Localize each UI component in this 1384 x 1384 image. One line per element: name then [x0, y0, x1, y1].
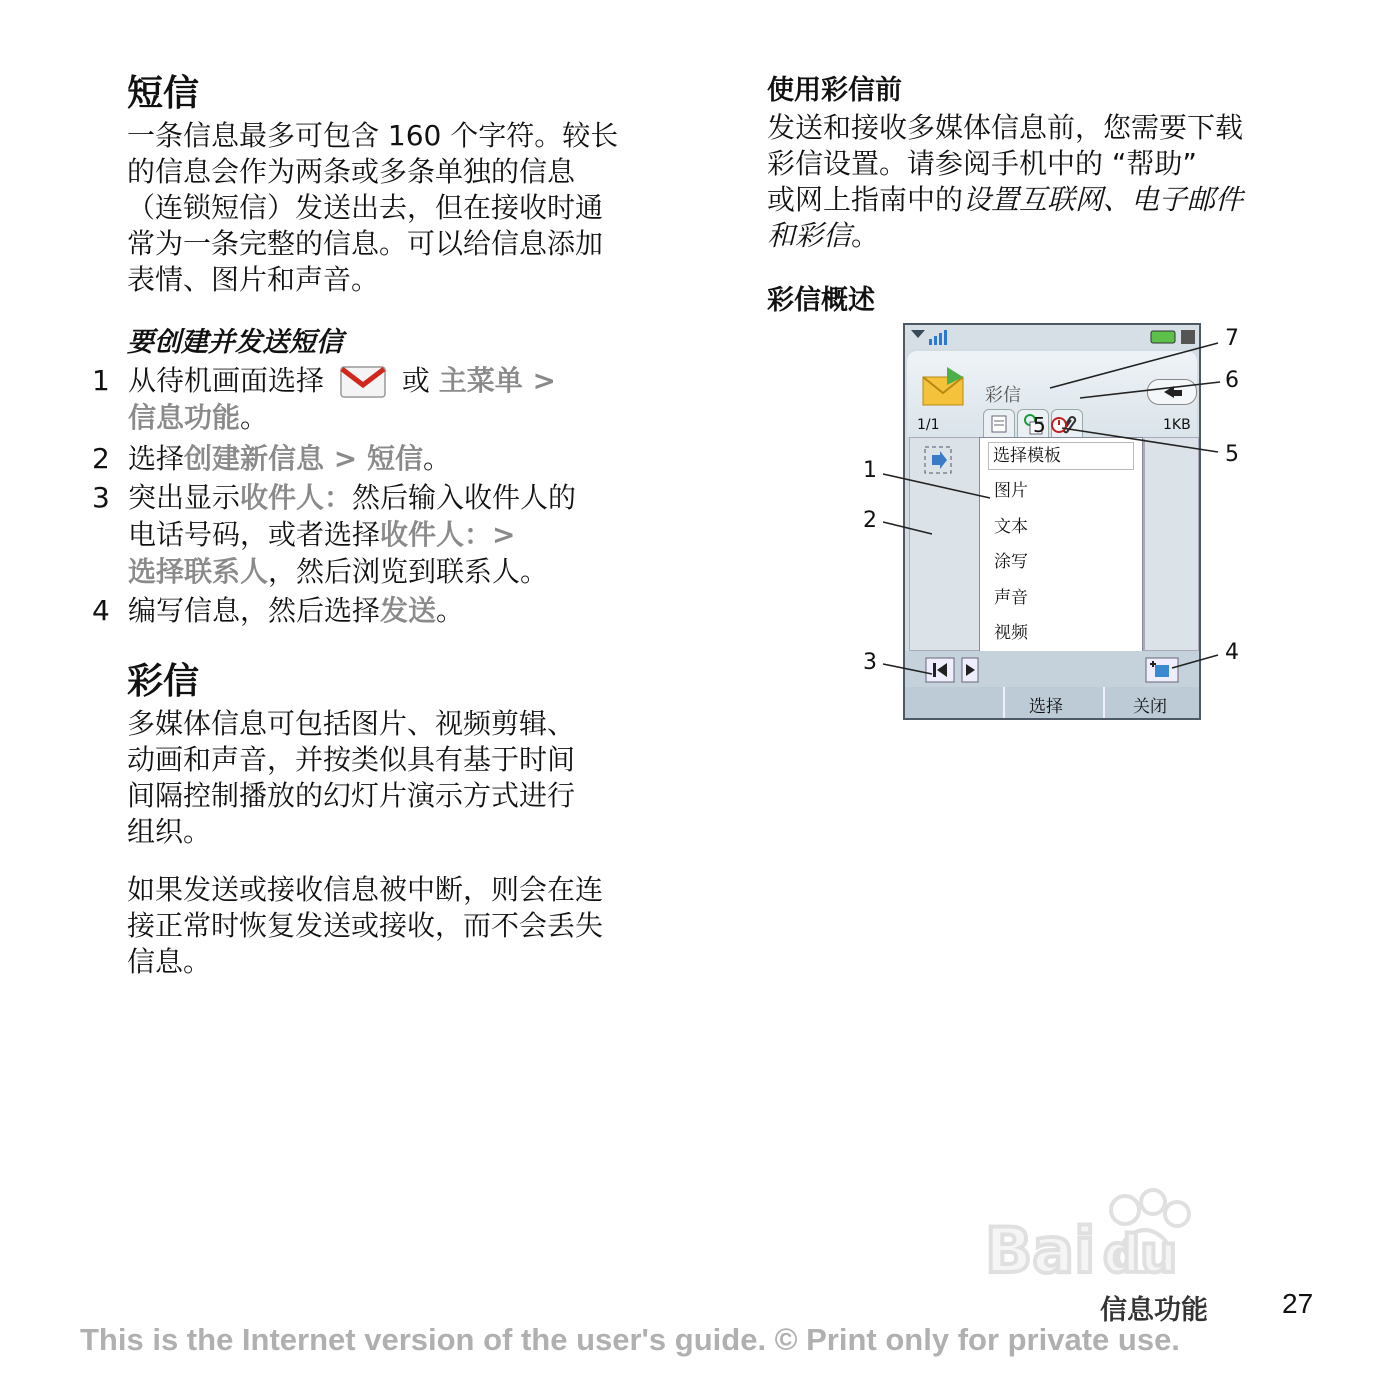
sms-title: 短信	[127, 73, 200, 114]
before-text: 。	[851, 219, 880, 252]
step-number: 4	[92, 594, 110, 627]
step-text: 然后输入收件人的	[352, 481, 577, 514]
menu-path: 发送	[380, 594, 437, 627]
callout-7: 7	[1225, 326, 1239, 351]
svg-text:du: du	[1103, 1225, 1178, 1285]
step-text: 。	[240, 401, 269, 434]
before-line: 发送和接收多媒体信息前，您需要下载	[767, 111, 1244, 144]
before-title: 使用彩信前	[767, 75, 902, 106]
mms-line: 信息。	[127, 945, 212, 978]
close-softkey[interactable]: 关闭	[1133, 697, 1167, 717]
callout-4: 4	[1225, 640, 1239, 665]
step-text: 电话号码，或者选择	[128, 518, 381, 551]
menu-item-text[interactable]: 文本	[994, 516, 1028, 537]
create-title: 要创建并发送短信	[127, 327, 343, 358]
menu-path: 创建新信息 > 短信	[184, 442, 423, 475]
svg-text:Bai: Bai	[985, 1214, 1096, 1287]
guide-reference: 和彩信	[767, 219, 852, 252]
menu-path: 选择联系人	[128, 555, 269, 588]
mms-title: 彩信	[127, 661, 200, 702]
step-number: 1	[92, 364, 110, 397]
mms-line: 动画和声音，并按类似具有基于时间	[127, 743, 576, 776]
menu-path: 信息功能	[128, 401, 241, 434]
sms-line: 的信息会作为两条或多条单独的信息	[127, 155, 576, 188]
menu-path: 收件人：	[240, 481, 353, 514]
callout-5: 5	[1225, 442, 1239, 467]
menu-item-scribble[interactable]: 涂写	[994, 552, 1028, 572]
sms-line: 常为一条完整的信息。可以给信息添加	[127, 227, 604, 260]
sms-line: （连锁短信）发送出去，但在接收时通	[127, 191, 604, 224]
callout-2: 2	[863, 508, 877, 533]
step-text: 或	[401, 364, 430, 397]
step-text: 。	[436, 594, 465, 627]
step-text: 。	[422, 442, 451, 475]
overview-title: 彩信概述	[767, 285, 875, 316]
step-text: ，然后浏览到联系人。	[268, 555, 549, 588]
before-line: 彩信设置。请参阅手机中的 “帮助”	[767, 147, 1197, 180]
sms-line: 一条信息最多可包含 160 个字符。较长	[127, 119, 619, 152]
step-number: 2	[92, 442, 110, 475]
mms-line: 接正常时恢复发送或接收，而不会丢失	[127, 909, 604, 942]
step-number: 3	[92, 481, 110, 514]
page-number: 27	[1282, 1288, 1314, 1319]
menu-path: 主菜单 >	[438, 364, 556, 397]
page-indicator: 1/1	[917, 417, 940, 433]
internet-version-notice: This is the Internet version of the user's guide. © Print only for private use.	[80, 1322, 1180, 1357]
menu-item-template[interactable]: 选择模板	[988, 442, 1134, 470]
step-text: 从待机画面选择	[128, 364, 325, 397]
callout-1: 1	[863, 458, 877, 483]
mms-line: 间隔控制播放的幻灯片演示方式进行	[127, 779, 576, 812]
menu-item-picture[interactable]: 图片	[994, 481, 1028, 501]
menu-item-sound[interactable]: 声音	[994, 587, 1028, 608]
sms-line: 表情、图片和声音。	[127, 263, 380, 296]
section-footer-label: 信息功能	[1100, 1295, 1208, 1326]
mms-line: 组织。	[127, 815, 212, 848]
step-text: 突出显示	[128, 481, 241, 514]
slide-count: 5	[1033, 413, 1046, 437]
step-text: 编写信息，然后选择	[128, 594, 381, 627]
menu-path: 收件人：>	[380, 518, 516, 551]
mms-line: 如果发送或接收信息被中断，则会在连	[127, 873, 604, 906]
callout-6: 6	[1225, 368, 1239, 393]
callout-3: 3	[863, 650, 877, 675]
menu-item-video[interactable]: 视频	[994, 623, 1028, 643]
select-softkey[interactable]: 选择	[1029, 697, 1063, 717]
app-title: 彩信	[985, 385, 1021, 406]
step-text: 选择	[128, 442, 185, 475]
message-size: 1KB	[1163, 417, 1191, 433]
mms-line: 多媒体信息可包括图片、视频剪辑、	[127, 707, 576, 740]
before-text: 或网上指南中的	[767, 183, 964, 216]
guide-reference: 设置互联网、电子邮件	[963, 183, 1244, 216]
